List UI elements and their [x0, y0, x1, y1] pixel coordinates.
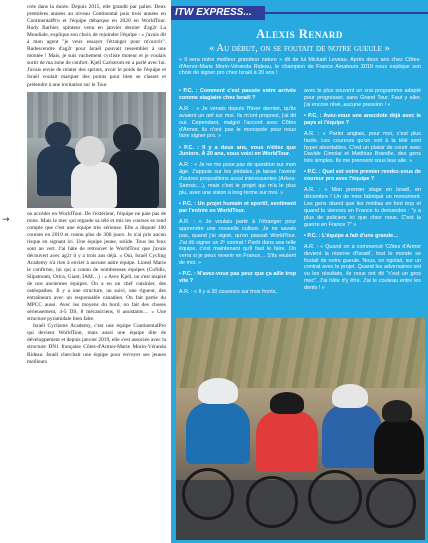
- interview-panel: [171, 0, 428, 543]
- qa-question: • P.C. : N'avez-vous pas peur que ça aille trop vite ?: [179, 271, 296, 285]
- qa-question: • P.C. : Il y a deux ans, vous n'étiez que Juniors. À 20 ans, vous voici en WorldTour.: [179, 144, 296, 158]
- rider-helmet: [332, 384, 368, 408]
- qa-answer: A.R. : « Parler anglais, pour moi, c'est plus facile. Les coureurs qu'on voit à la télé sont hyper abordables. C'est un plaisir de courir avec Davide Cimolai et Matthias Brandle, des gens très simples. Ils me prennent sous leur aile. »: [304, 130, 421, 165]
- rider-figure: [186, 402, 250, 464]
- rider-helmet: [382, 400, 412, 422]
- qa-answer: A.R. : « Il y a 30 coureurs sur trois fronts,: [179, 289, 277, 296]
- qa-answer: A.R. : « Mon premier stage en Israël, en décembre ! Un de mes fabriqué un monument. Les gens disent que les médias en font trop et quand tu viennes en France tu demandes : "y a plus de policiers ici que chez nous. C'est la guerre en France ?" »: [304, 187, 421, 228]
- bike-wheel: [182, 468, 234, 520]
- rider-helmet: [45, 122, 71, 148]
- arrow-right-icon: →: [2, 215, 10, 225]
- rider-figure: [322, 404, 382, 468]
- left-top-text-block: [27, 4, 166, 89]
- qa-answer: A.R. : « Je ne me pose pas de question sur mon âge. J'appuie sur les pédales, je laisse l'avenir d'autres propositions aussi intéressantes (Arkea-Samsic…), mais c'est le projet qui m'a le plus plu, avec une vision à long terme sur moi. »: [179, 162, 296, 196]
- left-paragraph: ou accéder en WorldTour. De l'extérieur, l'équipe ne paie pas de mine. Mais le mec qui regarde sa télé et mis les courses se rend compte que c'est une équipe très sérieuse. Elle a disputé 100 courses en 2019 et connu plus de 300 jours. Je n'ai pris aucun risque en signant ici. Une équipe jeune, solide. Tous les feux sont au vert. J'ai hâte de retrouver le WorldTour que j'avais découvert avec ag2r il y a trois ans déjà. » Oui, Israël Cycling Academy n'a rien à envier à aucune autre équipe. Lionel Marie le confirme, lui qui a connu de nombreuses équipes (Cofidis, Slipstream, Orica, Giant, IAM…) : « Avec Kjell, on s'est inspiré de nos anciennes équipes. On a eu un chef cuisinier, des ostéopathes. Il y a une structure, un suivi, une rigueur, des entraîneurs avec un responsable canadien. On fait partie du MPCC aussi. Avec les moyens du bord, on fait des choses sérieusement, 4-5 DS, 8 mécaniciens, 8 assistants… » Une structure pyramidale bien faite.: [27, 210, 166, 323]
- qa-answer: A.R. : « Je voulais partir à l'étranger pour apprendre une nouvelle culture. Je ne savais pas, quand j'ai signé, qu'on passait WorldTour. J'ai dû signer un 2ᵉ contrat ! Parlir dans une telle équipe, c'est maintenant qu'il faut le faire. On verra si je peux revenir en France… S'ils veulent de moi. »: [179, 218, 296, 267]
- bike-wheel: [366, 478, 416, 528]
- left-top-paragraph: crée dans la durée. Depuis 2015, elle grandit par palier. Deux premières années au niveau Continental puis trois années en ContinentalPro et l'équipe débarque en 2020 en WorldTour. Rudy Barbier, spinteur venu en janvier dernier d'ag2r La Mondiale, explique son choix de rejoindre l'équipe : « j'avais dit à mon agent "je veux essayer l'étranger pour m'ouvrir". Rudescendre d'ag2r pour Israël pouvait ressembler à une montée ! Mais, je suis vachement cycliste moteur et je voulais sortir de ma zone de confort. Kjell Carlstrom en a parlé avec lui. J'avais envie de relater des sprints, avoir le poids de l'équipe et Israël voulait marquer des points pour bien se classer et prétendre à une invitation sur le Tour: [27, 4, 166, 88]
- left-paragraph: Israël Cyclisme Academy, c'est une équipe ContinentalPro qui devient WorldTour, mais aussi une équipe dite de développement et depuis janvier 2019, elle s'est associée avec la structure DN1 française Côtes-d'Armor-Marie Morin-Véranda Rideau. Israël cherchait une équipe pour envoyer ses jeunes meilleurs: [27, 323, 166, 365]
- cyclists-peloton-photo: [176, 318, 425, 540]
- qa-question: • P.C. : Quel est votre premier rendez-vous de coureur pro avec l'équipe ?: [304, 169, 421, 183]
- interviewee-name: Alexis Renard: [256, 27, 343, 41]
- section-tag: ITW EXPRESS...: [171, 6, 265, 20]
- qa-answer: A.R. : « Je venais depuis l'hiver dernier, qu'ils avaient un œil sur moi. Ils m'ont proposé, j'ai dit oui. Cependant, malgré l'accord avec Côtes d'Armor, ils n'ont pas le monopole pour nous faire signer pro. »: [179, 105, 296, 140]
- rider-figure: [256, 410, 318, 472]
- qa-answer: avec le plus souvent un vrai programme adapté pour progresser, sans Grand Tour. Faut y aller, j'ai encore rêvé, aucune pression ! »: [304, 88, 421, 108]
- qa-question: • P.C. : Un projet humain et sportif, sentiment par l'entrée en WorldTour.: [179, 201, 296, 214]
- qa-column-left: [179, 88, 296, 300]
- interview-headline: [171, 27, 428, 55]
- left-article-column: [27, 4, 166, 366]
- bike-wheel: [246, 476, 298, 528]
- rider-figure: [71, 162, 117, 208]
- section-header-bar: [171, 6, 428, 20]
- section-rule: [265, 12, 428, 14]
- interview-intro: « Il sera notre meilleur grandeur nature » dit de lui Mickaël Leveau. Après deux ans chez Côtes-d'Armor-Marie Morin-Véranda Rideau, le champion de France Amateurs 2019 nous explique son choix de signer pro chez Israël à 20 ans !: [179, 57, 421, 77]
- qa-question: • P.C. : L'équipe a fait d'une grande…: [304, 232, 399, 239]
- rider-helmet: [198, 378, 238, 404]
- bike-wheel: [308, 470, 362, 524]
- headline-quote: « Au début, on se foutait de notre gueule »: [209, 43, 390, 54]
- rider-helmet: [75, 136, 105, 166]
- cyclists-photo-small: [27, 92, 166, 208]
- rider-helmet: [270, 392, 304, 414]
- left-bottom-text-block: [27, 211, 166, 366]
- qa-answer: A.R. : « Quand on a commencé 'Côtes d'Armor devient la réserve d'Israël', tout le monde se foutait de notre gueule. Nous, on rigolait, sur un contrat avec le projet. Quand les adversaires ont vu les résultats, ils nous ont dit "c'est un gros mec". J'ai hâte d'y être. J'ai le couteau entre les dents ! »: [304, 243, 421, 291]
- qa-question: • P.C. : Avez-vous une anecdote déjà avec le pays et l'équipe ?: [304, 112, 421, 126]
- rider-helmet: [113, 124, 141, 152]
- qa-column-right: [304, 88, 421, 296]
- rider-figure: [374, 418, 424, 474]
- qa-question: • P.C. : Comment c'est passée votre arrivée comme stagiaire chez Israël ?: [179, 88, 296, 101]
